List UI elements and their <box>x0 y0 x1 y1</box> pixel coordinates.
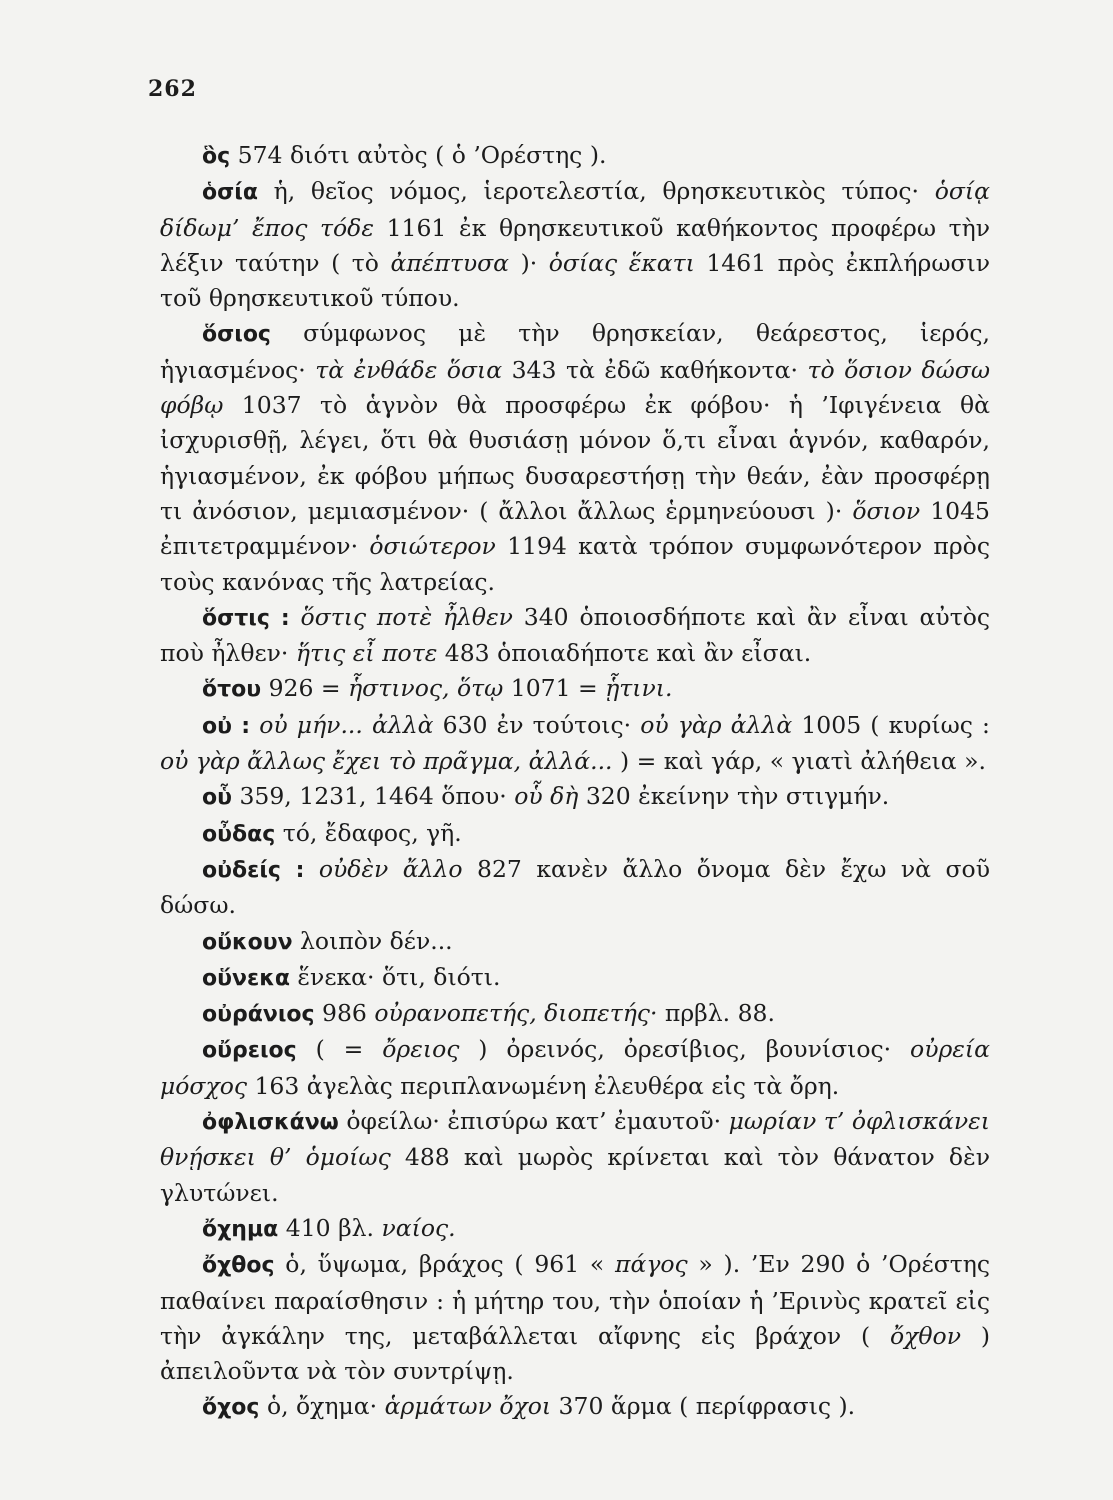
entry-text <box>290 603 301 631</box>
entry-text: 340 ὁποιοσδήποτε καὶ ἂν εἶναι αὐτὸς ποὺ ἦλθεν· <box>160 602 991 668</box>
entry-headword: οὔρειος <box>202 1038 297 1064</box>
entry-text: 410 βλ. <box>278 1213 382 1242</box>
entry-text: 1037 τὸ ἁγνὸν θὰ προσφέρω ἐκ φόβου· ἡ ’Ιφιγένεια θὰ ἰσχυρισθῇ, λέγει, ὅτι θὰ θυσιάσῃ μόνον ὅ,τι εἶναι ἁγνόν, καθαρόν, ἡγιασμένον, ἐκ φόβου μήπως δυσαρεστήσῃ τὴν θεάν, ἐὰν προσφέρῃ τι ἀνόσιον, μεμιασμένον· ( ἄλλοι ἄλλως ἑρμηνεύουσι )· <box>160 391 990 525</box>
entry-text: ) ὀρεινός, ὀρεσίβιος, βουνίσιος· <box>459 1035 911 1064</box>
entry-headword: ὃς <box>202 144 231 169</box>
entry-text: πρβλ. 88. <box>657 999 775 1028</box>
entry-quotation: οὐ γὰρ ἀλλὰ <box>640 710 793 739</box>
entry-quotation: τὰ ἐνθάδε ὅσια <box>315 355 503 384</box>
glossary-entry <box>160 1211 990 1247</box>
entry-headword: ὄχος <box>202 1395 260 1421</box>
entry-text: ἡ, θεῖος νόμος, ἱεροτελεστία, θρησκευτικὸς τύπος· <box>257 177 935 206</box>
entry-quotation: ὁσιώτερον <box>369 532 496 561</box>
entry-text: 574 διότι αὐτὸς ( ὁ ’Ορέστης ). <box>230 141 607 169</box>
entry-headword: οὗ <box>202 785 232 811</box>
entry-text: ) = καὶ γάρ, « γιατὶ ἀλήθεια ». <box>612 747 986 776</box>
entry-text: 1194 κατὰ τρόπον συμφωνότερον πρὸς τοὺς κανόνας τῆς λατρείας. <box>160 532 990 596</box>
entry-text: ) ἀπειλοῦντα νὰ τὸν συντρίψῃ. <box>160 1321 990 1386</box>
entry-headword: ὄχημα <box>202 1216 279 1242</box>
entry-headword: οὖδας <box>202 821 276 847</box>
entry-text: σύμφωνος μὲ τὴν θρησκείαν, θεάρεστος, ἱερός, ἡγιασμένος· <box>160 319 990 384</box>
glossary-entry <box>160 600 990 672</box>
entry-text: ( = <box>296 1035 383 1064</box>
glossary-entry <box>160 138 990 174</box>
entry-headword: ὅτου <box>202 677 262 703</box>
glossary-entry <box>160 316 990 599</box>
entry-quotation: ἀπέπτυσα <box>390 248 510 277</box>
entry-text: τό, ἔδαφος, γῆ. <box>275 818 462 847</box>
entry-quotation: πάγος <box>615 1250 688 1279</box>
entry-quotation: ὁσίᾳ δίδωμ’ ἔπος τόδε <box>160 177 990 242</box>
glossary-entry <box>160 174 990 316</box>
entry-text: ὀφείλω· ἐπισύρω κατ’ ἐμαυτοῦ· <box>338 1107 729 1136</box>
entry-text: 630 ἐν τούτοις· <box>433 710 641 739</box>
entry-quotation: οὐδὲν ἄλλο <box>318 854 463 883</box>
entry-quotation: οὐρανοπετής, διοπετής· <box>374 999 658 1028</box>
entry-quotation: ναίος. <box>381 1213 456 1242</box>
entry-text <box>250 711 259 739</box>
entry-text: 1071 = <box>503 674 606 703</box>
entry-quotation: ἥτις εἶ ποτε <box>295 639 438 668</box>
glossary-entry <box>160 816 990 852</box>
entry-quotation: οὐρεία μόσχος <box>160 1035 990 1100</box>
glossary-entry <box>160 671 990 707</box>
entry-quotation: μωρίαν τ’ ὀφλισκάνει θνῄσκει θ’ ὁμοίως <box>160 1107 990 1172</box>
entry-text: λοιπὸν δέν... <box>292 926 453 955</box>
entry-text: 1005 ( κυρίως : <box>792 710 990 739</box>
entry-headword: οὐδείς : <box>202 857 305 883</box>
entry-headword: ὀφλισκάνω <box>202 1110 339 1136</box>
entry-text: 1461 πρὸς ἐκπλήρωσιν τοῦ θρησκευτικοῦ τύπου. <box>160 248 991 313</box>
entry-text: 488 καὶ μωρὸς κρίνεται καὶ τὸν θάνατον δὲν γλυτώνει. <box>160 1143 990 1207</box>
glossary-entries <box>160 138 990 1426</box>
entry-headword: ὅστις : <box>202 605 290 631</box>
glossary-entry <box>160 924 990 960</box>
entry-headword: οὐράνιος <box>202 1002 315 1028</box>
page-number: 262 <box>148 76 197 102</box>
entry-text: ἕνεκα· ὅτι, διότι. <box>289 962 501 991</box>
entry-text: 343 τὰ ἐδῶ καθήκοντα· <box>502 355 808 384</box>
glossary-entry <box>160 1032 990 1104</box>
entry-text: ὁ, ὄχημα· <box>259 1392 385 1421</box>
entry-quotation: ὁσίας ἕκατι <box>548 248 695 277</box>
entry-quotation: ὅστις ποτὲ ἦλθεν <box>300 602 513 631</box>
entry-quotation: ὄχθον <box>890 1321 961 1350</box>
entry-text: )· <box>509 248 549 277</box>
glossary-entry <box>160 996 990 1032</box>
entry-quotation: οὗ δὴ <box>514 782 579 811</box>
entry-quotation: ὅσιον <box>852 496 921 525</box>
entry-text: 370 ἅρμα ( περίφρασις ). <box>551 1392 856 1421</box>
entry-headword: ὁσία <box>202 180 258 206</box>
entry-headword: ὅσιος <box>202 322 271 348</box>
entry-text: » ). ’Εν 290 ὁ ’Ορέστης παθαίνει παραίσθησιν : ἡ μήτηρ του, τὴν ὁποίαν ἡ ’Ερινὺς κρατεῖ εἰς τὴν ἀγκάλην της, μεταβάλλεται αἴφνης εἰς βράχον ( <box>160 1250 990 1350</box>
entry-text: 320 ἐκείνην τὴν στιγμήν. <box>578 782 890 811</box>
entry-text: ὁ, ὕψωμα, βράχος ( 961 « <box>274 1250 616 1279</box>
glossary-entry <box>160 960 990 996</box>
entry-text <box>304 855 318 883</box>
entry-text: 926 = <box>261 674 349 703</box>
entry-quotation: ᾗτινι. <box>605 674 673 703</box>
entry-headword: οὐ : <box>202 713 251 739</box>
glossary-entry <box>160 852 990 924</box>
entry-text: 1045 ἐπιτετραμμένον· <box>160 496 990 561</box>
glossary-entry <box>160 1104 990 1211</box>
entry-quotation: ἁρμάτων ὄχοι <box>384 1392 552 1421</box>
entry-quotation: ἧστινος, ὅτῳ <box>348 674 504 703</box>
entry-quotation: τὸ ὅσιον δώσω φόβῳ <box>160 355 990 420</box>
entry-headword: ὄχθος <box>202 1253 275 1279</box>
entry-text: 483 ὁποιαδήποτε καὶ ἂν εἶσαι. <box>437 639 812 668</box>
entry-text: 359, 1231, 1464 ὅπου· <box>231 782 515 811</box>
entry-text: 163 ἀγελὰς περιπλανωμένη ἐλευθέρα εἰς τὰ ὄρη. <box>247 1071 840 1100</box>
entry-headword: οὔκουν <box>202 929 293 955</box>
entry-quotation: οὐ γὰρ ἄλλως ἔχει τὸ πρᾶγμα, ἀλλά... <box>160 747 613 776</box>
glossary-entry <box>160 779 990 815</box>
entry-text: 827 κανὲν ἄλλο ὄνομα δὲν ἔχω νὰ σοῦ δώσω. <box>160 854 990 920</box>
entry-headword: οὕνεκα <box>202 965 290 991</box>
glossary-entry <box>160 708 990 780</box>
entry-quotation: ὄρειος <box>382 1035 460 1064</box>
glossary-entry <box>160 1247 990 1389</box>
entry-quotation: οὐ μήν... ἀλλὰ <box>259 710 434 739</box>
entry-text: 986 <box>314 999 375 1028</box>
glossary-entry <box>160 1389 990 1425</box>
entry-text: 1161 ἐκ θρησκευτικοῦ καθήκοντος προφέρω τὴν λέξιν ταύτην ( τὸ <box>160 213 990 277</box>
